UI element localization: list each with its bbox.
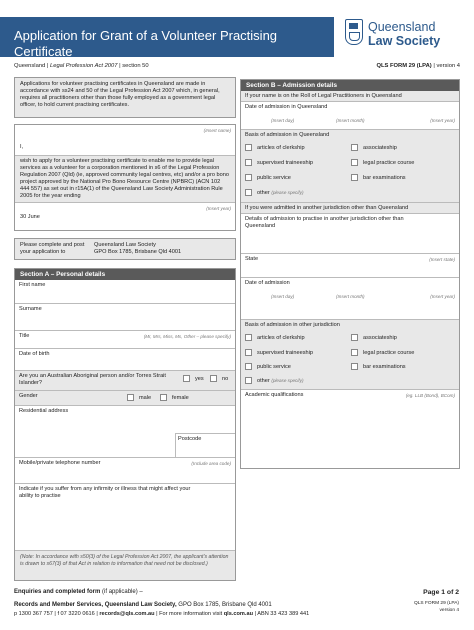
footer-form-number: QLS FORM 29 (LPA) <box>414 601 459 606</box>
other-associateship-checkbox[interactable] <box>351 334 358 341</box>
bar-exams-label: bar examinations <box>363 174 406 181</box>
form-title: Application for Grant of a Volunteer Practising Certificate <box>14 28 278 60</box>
year-ending-field[interactable] <box>45 212 231 222</box>
other-basis-group <box>241 320 459 390</box>
other-articles-checkbox[interactable] <box>245 334 252 341</box>
section-ref: | section 50 <box>117 63 149 69</box>
other-basis-label: Basis of admission in other jurisdiction <box>245 322 340 328</box>
academic-label: Academic qualifications <box>245 392 304 398</box>
female-label: female <box>172 394 189 401</box>
infirmity-field[interactable] <box>15 484 235 532</box>
shield-icon <box>345 19 363 45</box>
insert-month-hint: (Insert month) <box>336 118 365 123</box>
male-label: male <box>139 394 152 401</box>
intro-text: Applications for volunteer practising certificates in Queensland are made in accordance with ss24 and 50 of the Legal Profession Act 2007 which, in general, requires all practitioners other than those fully employed as a government legal officer, to hold current practising certificates. <box>20 81 220 108</box>
infirmity-label: Indicate if you suffer from any infirmity or illness that might affect your ability to practise <box>19 486 191 499</box>
admission-date-field[interactable] <box>241 278 459 320</box>
website-link[interactable]: qls.com.au <box>223 611 253 617</box>
qld-basis-label: Basis of admission in Queensland <box>245 132 330 138</box>
section-b-header: Section B – Admission details <box>241 80 459 91</box>
insert-name-hint: (Insert name) <box>203 128 231 133</box>
insert-state-hint: (Insert state) <box>429 257 455 262</box>
dob-field[interactable] <box>15 349 235 371</box>
academic-hint: (eg. LLB (Bond), BCom) <box>405 393 455 398</box>
surname-label: Surname <box>19 306 42 312</box>
associateship-label: associateship <box>363 334 397 341</box>
other-other-checkbox[interactable] <box>245 377 252 384</box>
female-checkbox[interactable] <box>160 394 167 401</box>
form-number: QLS FORM 29 (LPA) | version 4 <box>376 63 460 69</box>
articles-label: articles of clerkship <box>257 334 305 341</box>
qld-admission-date-field[interactable] <box>241 102 459 130</box>
aboriginal-yes-checkbox[interactable] <box>183 375 190 382</box>
admission-date-label: Date of admission <box>245 280 290 286</box>
male-checkbox[interactable] <box>127 394 134 401</box>
other-jurisdiction-details-field[interactable] <box>241 214 459 254</box>
other-label: other <box>257 189 270 196</box>
residential-label: Residential address <box>19 408 69 414</box>
state-field[interactable] <box>241 254 459 278</box>
declaration-text: wish to apply for a volunteer practising certificate to enable me to provide legal services as a volunteer for a corporation mentioned in s6 of the Legal Profession Regulation 2007 (Qld) (ie, approved community legal centres, etc) and/or a pro bono project approved by the National Pro Bono Resource Centre (NPBRC) (ACN 102 444 557) as set out in r15A(1) of the Queensland Law Society Administration Rule 2005 for the year ending <box>15 155 235 203</box>
postal-address-line2: GPO Box 1785, Brisbane Qld 4001 <box>94 249 182 255</box>
qld-articles-checkbox[interactable] <box>245 144 252 151</box>
yes-label: yes <box>195 375 204 382</box>
footer-contact: p 1300 367 757 | f 07 3220 0616 | records@qls.com.au | For more information visit qls.com.au | ABN 33 423 389 441 <box>14 611 310 617</box>
traineeship-label: supervised traineeship <box>257 349 313 356</box>
other-traineeship-checkbox[interactable] <box>245 349 252 356</box>
logo-line1: Queensland <box>368 20 436 34</box>
title-field[interactable] <box>15 331 235 349</box>
jurisdiction: Queensland | <box>14 63 50 69</box>
insert-day-hint: (Insert day) <box>271 294 295 299</box>
aboriginal-no-checkbox[interactable] <box>210 375 217 382</box>
qld-basis-group <box>241 130 459 203</box>
insert-day-hint: (Insert day) <box>271 118 295 123</box>
insert-year-hint: (Insert year) <box>430 118 455 123</box>
title-label: Title <box>19 333 30 339</box>
other-hint: (please specify) <box>271 377 304 383</box>
other-public-service-checkbox[interactable] <box>245 363 252 370</box>
email-link[interactable]: records@qls.com.au <box>99 611 155 617</box>
page-number: Page 1 of 2 <box>423 589 459 596</box>
insert-month-hint: (Insert month) <box>336 294 365 299</box>
gender-question <box>15 391 235 406</box>
qld-admission-date-label: Date of admission in Queensland <box>245 104 328 110</box>
aboriginal-question <box>15 371 235 391</box>
articles-label: articles of clerkship <box>257 144 305 151</box>
footer-address: Records and Member Services, Queensland Law Society, GPO Box 1785, Brisbane Qld 4001 <box>14 602 272 608</box>
no-label: no <box>222 375 229 382</box>
qld-public-service-checkbox[interactable] <box>245 174 252 181</box>
public-service-label: public service <box>257 174 291 181</box>
roll-question: If your name is on the Roll of Legal Practitioners in Queensland <box>241 91 459 102</box>
section-a-header: Section A – Personal details <box>15 269 235 280</box>
dob-label: Date of birth <box>19 351 50 357</box>
title-hint: (Mr, Mrs, Miss, Ms, Other – please specify) <box>143 334 231 339</box>
practice-course-label: legal practice course <box>363 159 415 166</box>
footer-version: version 4 <box>439 608 459 613</box>
disclosure-note: (Note: In accordance with s50(3) of the Legal Profession Act 2007, the applicant's attention is drawn to s67(3) of that Act in relation to information that need not be disclosed.) <box>15 550 235 580</box>
other-jurisdiction-details-label: Details of admission to practise in another jurisdiction other than Queensland <box>245 216 404 229</box>
other-practice-course-checkbox[interactable] <box>351 349 358 356</box>
aboriginal-label: Are you an Australian Aboriginal person and/or Torres Strait Islander? <box>19 373 166 386</box>
section-b <box>240 79 460 469</box>
practice-course-label: legal practice course <box>363 349 415 356</box>
other-jurisdiction-question: If you were admitted in another jurisdiction other than Queensland <box>241 203 459 214</box>
other-hint: (please specify) <box>271 189 304 195</box>
residential-address-field[interactable] <box>15 406 235 458</box>
act-name: Legal Profession Act 2007 <box>50 63 118 69</box>
postcode-label: Postcode <box>178 436 202 442</box>
logo-line2: Law Society <box>368 34 441 48</box>
qld-other-checkbox[interactable] <box>245 189 252 196</box>
gender-label: Gender <box>19 393 38 399</box>
applicant-name-field[interactable] <box>19 145 231 154</box>
other-label: other <box>257 377 270 384</box>
postal-label: Please complete and post your application to <box>20 242 85 255</box>
postal-box <box>14 238 236 260</box>
public-service-label: public service <box>257 363 291 370</box>
section-a <box>14 268 236 581</box>
declaration-box <box>14 124 236 231</box>
traineeship-label: supervised traineeship <box>257 159 313 166</box>
qld-bar-exams-checkbox[interactable] <box>351 174 358 181</box>
qld-associateship-checkbox[interactable] <box>351 144 358 151</box>
other-bar-exams-checkbox[interactable] <box>351 363 358 370</box>
qld-traineeship-checkbox[interactable] <box>245 159 252 166</box>
insert-year-hint: (Insert year) <box>206 206 231 211</box>
insert-year-hint: (Insert year) <box>430 294 455 299</box>
mobile-label: Mobile/private telephone number <box>19 460 101 466</box>
form-reference-line <box>14 63 460 70</box>
associateship-label: associateship <box>363 144 397 151</box>
postal-address-line1: Queensland Law Society <box>94 242 156 248</box>
qls-logo <box>345 19 467 55</box>
area-code-hint: (Include area code) <box>191 461 231 466</box>
postcode-field[interactable] <box>175 433 235 457</box>
mobile-field[interactable] <box>15 458 235 484</box>
first-name-field[interactable] <box>15 280 235 304</box>
academic-qualifications-field[interactable] <box>241 390 459 430</box>
first-name-label: First name <box>19 282 46 288</box>
surname-field[interactable] <box>15 304 235 331</box>
june-label: 30 June <box>20 214 40 220</box>
bar-exams-label: bar examinations <box>363 363 406 370</box>
i-label: I, <box>20 144 24 150</box>
form-title-banner <box>0 17 334 60</box>
footer-enquiries: Enquiries and completed form (if applicable) – <box>14 589 143 595</box>
intro-box <box>14 77 236 118</box>
state-label: State <box>245 256 259 262</box>
qld-practice-course-checkbox[interactable] <box>351 159 358 166</box>
